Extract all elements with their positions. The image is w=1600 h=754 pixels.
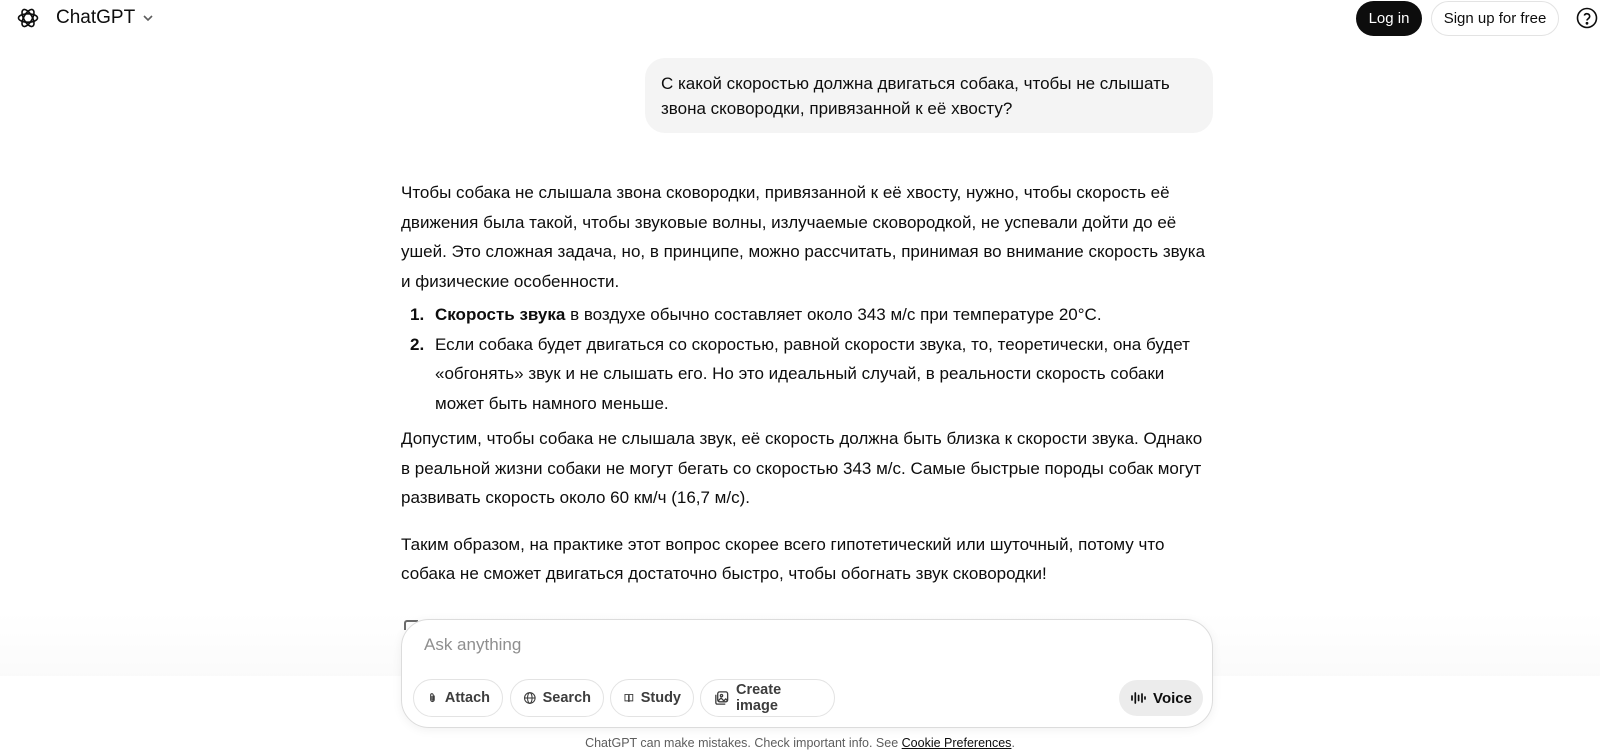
attach-button[interactable] — [413, 679, 503, 717]
composer — [401, 619, 1213, 728]
create-image-label: Create image — [736, 682, 782, 714]
signup-button[interactable]: Sign up for free — [1431, 1, 1559, 36]
login-button[interactable]: Log in — [1356, 1, 1422, 36]
list-item — [401, 300, 1213, 330]
assistant-paragraph: Чтобы собака не слышала звона сковородки, привязанной к её хвосту, нужно, чтобы скорость её движения была такой, чтобы звуковые волны, излучаемые сковородкой, не успевали дойти до её ушей. Это сложная задача, но, в принципе, можно рассчитать, принимая во внимание скорость звука и физические особенности. — [401, 183, 1206, 291]
voice-waveform-icon — [1130, 690, 1146, 706]
model-name: ChatGPT — [56, 7, 136, 28]
chevron-down-icon — [141, 11, 155, 25]
create-image-button[interactable] — [700, 679, 835, 717]
search-label: Search — [542, 690, 591, 706]
list-number: 2. — [410, 334, 425, 354]
assistant-paragraph: Допустим, чтобы собака не слышала звук, её скорость должна быть близка к скорости звука. Однако в реальной жизни собаки не могут бегать со скоростью 343 м/с. Самые быстрые породы собак могут развивать скорость около 60 км/ч (16,7 м/с). — [401, 429, 1203, 507]
openai-logo-icon[interactable] — [16, 6, 40, 30]
disclaimer — [0, 736, 1600, 750]
list-text: Если собака будет двигаться со скоростью, равной скорости звука, то, теоретически, она будет «обгонять» звук и не слышать его. Но это идеальный случай, в реальности скорость собаки может быть намного меньше. — [435, 334, 1190, 413]
list-item — [401, 330, 1213, 419]
paperclip-icon — [426, 689, 439, 707]
disclaimer-end: . — [1011, 736, 1015, 750]
voice-label: Voice — [1153, 689, 1192, 707]
search-button[interactable] — [510, 679, 604, 717]
list-number: 1. — [410, 305, 425, 324]
assistant-list — [401, 300, 1213, 418]
voice-button[interactable] — [1119, 680, 1203, 716]
list-rest: в воздухе обычно составляет около 343 м/с при температуре 20°C. — [565, 305, 1102, 324]
user-message: С какой скоростью должна двигаться собака, чтобы не слышать звона сковородки, привязанной к её хвосту? — [645, 58, 1213, 133]
top-bar — [0, 0, 1600, 36]
cookie-preferences-link[interactable]: Cookie Preferences — [901, 736, 1012, 750]
study-label: Study — [640, 690, 681, 706]
study-button[interactable] — [610, 679, 694, 717]
disclaimer-text: ChatGPT can make mistakes. Check important info. See — [585, 736, 902, 750]
list-bold: Скорость звука — [435, 305, 566, 324]
globe-icon — [523, 689, 537, 707]
book-icon — [623, 689, 635, 707]
assistant-message — [401, 178, 1213, 589]
image-icon — [713, 689, 730, 707]
prompt-input[interactable] — [424, 632, 1184, 658]
help-circle-icon[interactable] — [1576, 7, 1598, 29]
list-text — [435, 300, 1213, 330]
attach-label: Attach — [444, 690, 490, 706]
model-switcher[interactable] — [48, 4, 163, 32]
assistant-paragraph: Таким образом, на практике этот вопрос скорее всего гипотетический или шуточный, потому что собака не сможет двигаться достаточно быстро, чтобы обогнать звук сковородки! — [401, 534, 1165, 583]
